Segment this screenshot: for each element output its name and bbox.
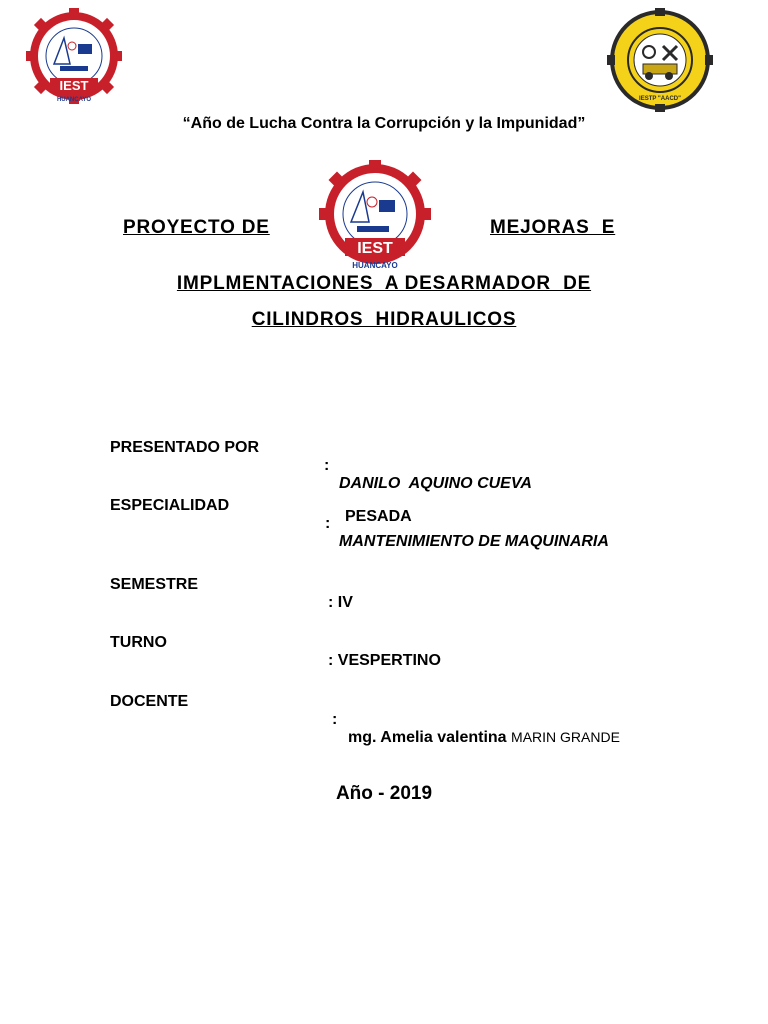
semestre-value: : IV [328,594,353,611]
especialidad-value: MANTENIMIENTO DE MAQUINARIA [339,533,609,550]
logo-left-label: IEST [59,78,89,93]
presentado-value: DANILO AQUINO CUEVA [339,475,532,492]
docente-colon: : [332,711,338,728]
logo-center-city: HUANCAYO [352,261,398,270]
title-line1-left: PROYECTO DE [123,217,270,238]
docente-name: mg. Amelia valentina [348,729,507,746]
logo-left-city: HUANCAYO [56,97,92,103]
docente-surname: MARIN GRANDE [511,729,620,745]
logo-center-label: IEST [357,240,393,257]
year: Año - 2019 [335,783,433,804]
title-line3: CILINDROS HIDRAULICOS [251,309,517,330]
title-line2: IMPLMENTACIONES A DESARMADOR DE [176,273,592,294]
presentado-colon: : [324,457,330,474]
especialidad-value2: PESADA [345,508,412,525]
logo-right-bottom-text: IESTP "AACD" [639,96,681,102]
iest-logo-left [14,8,136,104]
mmp-logo-right [597,8,723,112]
docente-value [348,729,620,747]
turno-value: : VESPERTINO [328,652,441,669]
title-line1-right: MEJORAS E [490,217,616,238]
especialidad-label: ESPECIALIDAD [110,497,230,514]
docente-label: DOCENTE [110,693,189,710]
turno-label: TURNO [110,634,167,651]
iest-logo-center [305,160,445,272]
presentado-label: PRESENTADO POR [110,439,260,456]
field-turno [110,616,441,670]
field-docente [110,675,620,747]
motto: “Año de Lucha Contra la Corrupción y la Impunidad” [182,115,586,132]
field-semestre [110,558,353,612]
semestre-label: SEMESTRE [110,576,199,593]
especialidad-colon: : [325,515,331,532]
